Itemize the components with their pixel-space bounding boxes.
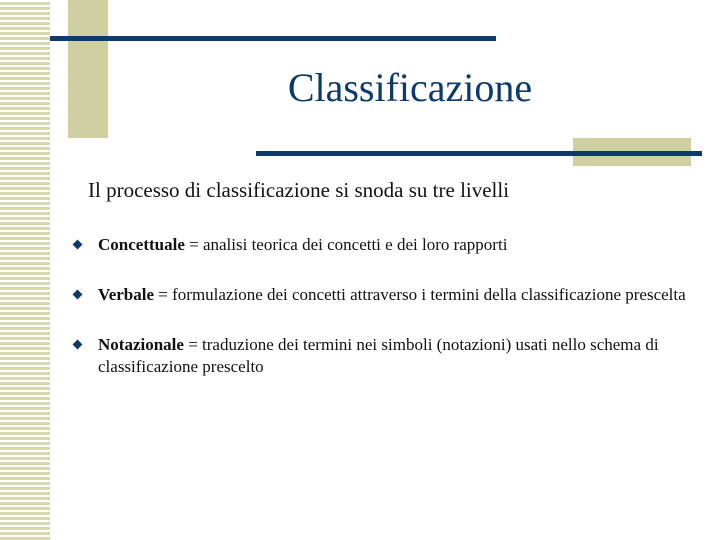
diamond-bullet-icon (73, 290, 83, 300)
bullet-text: = formulazione dei concetti attraverso i termini della classificazione prescelta (154, 285, 686, 304)
bullet-term: Concettuale (98, 235, 185, 254)
title-rule-top (50, 36, 496, 41)
intro-text: Il processo di classificazione si snoda su tre livelli (88, 178, 510, 202)
bullet-text: = analisi teorica dei concetti e dei loro rapporti (184, 235, 508, 254)
diamond-bullet-icon (73, 340, 83, 350)
bullet-item-notazionale (72, 334, 692, 378)
bullet-term: Verbale (98, 285, 155, 304)
khaki-block-top-decoration (68, 0, 108, 138)
bullet-term: Notazionale (98, 335, 184, 354)
bullet-item-concettuale (72, 234, 692, 256)
bullet-text: = traduzione dei termini nei simboli (notazioni) usati nello schema di classificazione prescelto (98, 335, 659, 376)
bullet-item-verbale (72, 284, 692, 306)
slide-title: Classificazione (287, 65, 533, 110)
left-stripe-decoration (0, 0, 50, 540)
bullet-list (72, 234, 692, 406)
diamond-bullet-icon (73, 240, 83, 250)
title-rule-bottom (256, 151, 702, 156)
